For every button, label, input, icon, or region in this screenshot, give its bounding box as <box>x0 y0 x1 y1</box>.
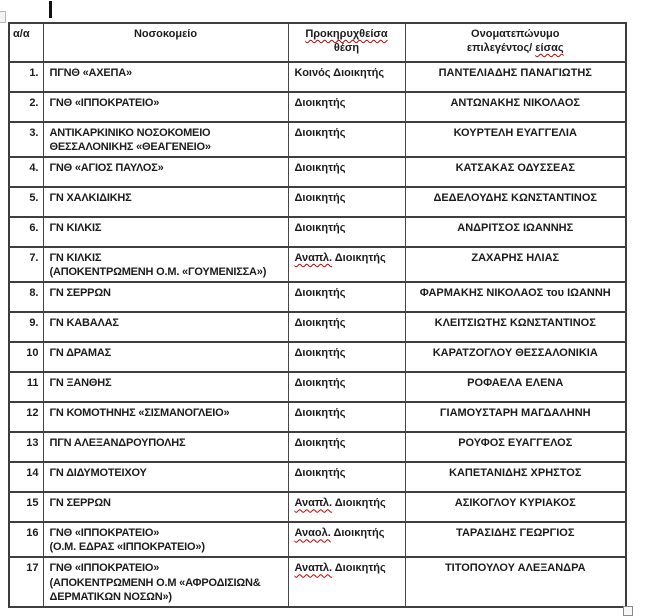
hospital-line: (ΑΠΟΚΕΝΤΡΩΜΕΝΗ Ο.Μ «ΑΦΡΟΔΙΣΙΩΝ& <box>49 576 261 589</box>
position-label: Διοικητής <box>294 407 346 420</box>
row-number-cell[interactable] <box>9 62 43 92</box>
hospital-cell[interactable] <box>43 122 288 157</box>
position-misspelled-word: Αναπλ. <box>294 497 333 510</box>
row-number-cell[interactable] <box>9 312 43 342</box>
table-row <box>9 402 626 432</box>
appointments-table <box>8 22 627 608</box>
position-cell[interactable] <box>288 157 405 187</box>
row-number: 17 <box>26 562 39 575</box>
row-number: 14 <box>26 467 39 480</box>
table-row <box>9 312 626 342</box>
position-cell[interactable] <box>288 187 405 217</box>
name-cell[interactable]: ΤΙΤΟΠΟΥΛΟΥ ΑΛΕΞΑΝΔΡΑ <box>405 557 626 606</box>
hospital-line: ΓΝ ΚΙΛΚΙΣ <box>49 222 102 235</box>
row-number: 11 <box>26 377 39 390</box>
position-label: Διοικητής <box>294 287 346 300</box>
row-number: 10 <box>26 347 39 360</box>
position-cell[interactable] <box>288 432 405 462</box>
appointments-table-wrap <box>8 22 625 608</box>
table-row <box>9 492 626 522</box>
row-number: 1. <box>29 67 39 79</box>
name-cell[interactable]: ΚΑΡΑΤΖΟΓΛΟΥ ΘΕΣΣΑΛΟΝΙΚΙΑ <box>405 342 626 372</box>
header-cell-position[interactable] <box>288 23 405 62</box>
row-number-cell[interactable] <box>9 492 43 522</box>
row-number: 9. <box>29 317 39 330</box>
position-misspelled-word: Αναολ. <box>294 527 331 540</box>
position-misspelled-word: Αναπλ. <box>294 562 333 575</box>
table-row <box>9 342 626 372</box>
row-number: 6. <box>29 222 39 235</box>
text-cursor-icon <box>49 1 52 18</box>
position-label: Κοινός Διοικητής <box>294 67 385 79</box>
name-cell[interactable]: ΡΟΥΦΟΣ ΕΥΑΓΓΕΛΟΣ <box>405 432 626 462</box>
row-number: 15 <box>26 497 39 510</box>
hospital-line: ΓΝΘ «ΑΓΙΟΣ ΠΑΥΛΟΣ» <box>49 162 164 175</box>
hospital-cell[interactable] <box>43 217 288 247</box>
row-number-cell[interactable] <box>9 122 43 157</box>
table-row <box>9 432 626 462</box>
table-body <box>9 62 626 607</box>
header-cell-name[interactable] <box>405 23 626 62</box>
name-cell[interactable]: ΡΟΦΑΕΛΑ ΕΛΕΝΑ <box>405 372 626 402</box>
position-cell[interactable] <box>288 312 405 342</box>
table-row <box>9 92 626 122</box>
header-name-line2 <box>410 41 622 55</box>
row-number-cell[interactable] <box>9 282 43 312</box>
hospital-line: ΓΝΘ «ΙΠΠΟΚΡΑΤΕΙΟ» <box>49 527 160 540</box>
hospital-line: ΓΝ ΚΑΒΑΛΑΣ <box>49 317 119 330</box>
table-row <box>9 247 626 282</box>
row-number: 4. <box>29 162 39 175</box>
hospital-line: ΠΓΝ ΑΛΕΞΑΝΔΡΟΥΠΟΛΗΣ <box>49 437 186 450</box>
hospital-cell[interactable] <box>43 557 288 606</box>
name-cell[interactable]: ΓΙΑΜΟΥΣΤΑΡΗ ΜΑΓΔΑΛΗΝΗ <box>405 402 626 432</box>
name-cell[interactable]: ΦΑΡΜΑΚΗΣ ΝΙΚΟΛΑΟΣ του ΙΩΑΝΝΗ <box>405 282 626 312</box>
position-label: Διοικητής <box>294 97 346 109</box>
table-row <box>9 157 626 187</box>
hospital-line: ΓΝ ΞΑΝΘΗΣ <box>49 377 112 390</box>
position-cell[interactable] <box>288 557 405 606</box>
hospital-cell[interactable] <box>43 187 288 217</box>
name-cell[interactable]: ΚΛΕΙΤΣΙΩΤΗΣ ΚΩΝΣΤΑΝΤΙΝΟΣ <box>405 312 626 342</box>
position-label: Διοικητής <box>294 127 346 139</box>
table-row <box>9 557 626 606</box>
name-cell[interactable]: ΚΑΤΣΑΚΑΣ ΟΔΥΣΣΕΑΣ <box>405 157 626 187</box>
header-position-line2: θέση <box>333 42 360 55</box>
hospital-line: ΑΝΤΙΚΑΡΚΙΝΙΚΟ ΝΟΣΟΚΟΜΕΙΟ <box>49 127 211 139</box>
name-cell[interactable]: ΑΝΤΩΝΑΚΗΣ ΝΙΚΟΛΑΟΣ <box>405 92 626 122</box>
hospital-cell[interactable] <box>43 492 288 522</box>
header-name-line2b: είσας <box>535 42 564 55</box>
position-cell[interactable] <box>288 62 405 92</box>
hospital-cell[interactable] <box>43 402 288 432</box>
hospital-line: ΓΝΘ «ΙΠΠΟΚΡΑΤΕΙΟ» <box>49 97 160 109</box>
hospital-line: ΔΕΡΜΑΤΙΚΩΝ ΝΟΣΩΝ») <box>49 590 172 603</box>
table-row <box>9 462 626 492</box>
row-number-cell[interactable] <box>9 402 43 432</box>
hospital-line: ΓΝ ΣΕΡΡΩΝ <box>49 287 111 300</box>
position-label: Διοικητής <box>294 317 346 330</box>
hospital-cell[interactable] <box>43 92 288 122</box>
row-number-cell[interactable] <box>9 92 43 122</box>
header-num-label: α/α <box>13 28 30 40</box>
row-number: 2. <box>29 97 39 109</box>
row-number: 8. <box>29 287 39 300</box>
position-label: Διοικητής <box>294 377 346 390</box>
position-label: Διοικητής <box>334 497 386 510</box>
position-label: Διοικητής <box>334 252 386 265</box>
page-edge-artifact <box>0 11 6 23</box>
name-cell[interactable]: ΑΣΙΚΟΓΛΟΥ ΚΥΡΙΑΚΟΣ <box>405 492 626 522</box>
hospital-cell[interactable] <box>43 282 288 312</box>
position-label: Διοικητής <box>333 527 385 540</box>
row-number: 7. <box>29 252 39 265</box>
row-number: 12 <box>26 407 39 420</box>
row-number: 16 <box>26 527 39 540</box>
hospital-line: ΘΕΣΣΑΛΟΝΙΚΗΣ «ΘΕΑΓΕΝΕΙΟ» <box>49 141 211 154</box>
header-cell-hospital[interactable] <box>43 23 288 62</box>
hospital-cell[interactable] <box>43 522 288 557</box>
position-misspelled-word: Αναπλ. <box>294 252 333 265</box>
name-cell[interactable]: ΤΑΡΑΣΙΔΗΣ ΓΕΩΡΓΙΟΣ <box>405 522 626 557</box>
position-cell[interactable] <box>288 247 405 282</box>
hospital-cell[interactable] <box>43 157 288 187</box>
row-number-cell[interactable] <box>9 522 43 557</box>
position-cell[interactable] <box>288 462 405 492</box>
hospital-cell[interactable] <box>43 312 288 342</box>
hospital-cell[interactable] <box>43 372 288 402</box>
position-cell[interactable] <box>288 122 405 157</box>
position-cell[interactable] <box>288 92 405 122</box>
hospital-line: ΓΝ ΔΡΑΜΑΣ <box>49 347 111 360</box>
row-number: 3. <box>29 127 39 139</box>
name-cell[interactable]: ΠΑΝΤΕΛΙΑΔΗΣ ΠΑΝΑΓΙΩΤΗΣ <box>405 62 626 92</box>
row-number-cell[interactable] <box>9 157 43 187</box>
position-cell[interactable] <box>288 282 405 312</box>
row-number-cell[interactable] <box>9 462 43 492</box>
hospital-cell[interactable] <box>43 62 288 92</box>
header-position-line1: Προκηρυχθείσα <box>305 28 388 40</box>
hospital-cell[interactable] <box>43 247 288 282</box>
hospital-line: ΓΝ ΧΑΛΚΙΔΙΚΗΣ <box>49 192 132 205</box>
hospital-cell[interactable] <box>43 432 288 462</box>
name-cell[interactable]: ΚΟΥΡΤΕΛΗ ΕΥΑΓΓΕΛΙΑ <box>405 122 626 157</box>
table-header <box>9 23 626 62</box>
table-row <box>9 372 626 402</box>
position-label: Διοικητής <box>294 437 346 450</box>
table-row <box>9 62 626 92</box>
table-row <box>9 522 626 557</box>
header-name-line1: Ονοματεπώνυμο <box>471 28 560 40</box>
position-label: Διοικητής <box>294 192 346 205</box>
table-row <box>9 282 626 312</box>
hospital-cell[interactable] <box>43 462 288 492</box>
hospital-line: (ΑΠΟΚΕΝΤΡΩΜΕΝΗ Ο.Μ. «ΓΟΥΜΕΝΙΣΣΑ») <box>49 266 267 279</box>
hospital-line: (Ο.Μ. ΕΔΡΑΣ «ΙΠΠΟΚΡΑΤΕΙΟ») <box>49 541 205 554</box>
position-cell[interactable] <box>288 402 405 432</box>
hospital-line: ΓΝ ΚΙΛΚΙΣ <box>49 252 102 265</box>
hospital-line: ΠΓΝΘ «ΑΧΕΠΑ» <box>49 67 132 79</box>
hospital-line: ΓΝΘ «ΙΠΠΟΚΡΑΤΕΙΟ» <box>49 562 160 575</box>
row-number-cell[interactable] <box>9 187 43 217</box>
row-number-cell[interactable] <box>9 217 43 247</box>
position-label: Διοικητής <box>294 467 346 480</box>
position-cell[interactable] <box>288 492 405 522</box>
hospital-cell[interactable] <box>43 342 288 372</box>
name-cell[interactable]: ΚΑΠΕΤΑΝΙΔΗΣ ΧΡΗΣΤΟΣ <box>405 462 626 492</box>
table-row <box>9 217 626 247</box>
position-label: Διοικητής <box>294 162 346 175</box>
position-cell[interactable] <box>288 217 405 247</box>
position-label: Διοικητής <box>294 347 346 360</box>
header-cell-num[interactable] <box>9 23 43 62</box>
row-number-cell[interactable] <box>9 342 43 372</box>
name-cell[interactable]: ΔΕΔΕΛΟΥΔΗΣ ΚΩΝΣΤΑΝΤΙΝΟΣ <box>405 187 626 217</box>
row-number-cell[interactable] <box>9 247 43 282</box>
position-cell[interactable] <box>288 342 405 372</box>
header-hospital-label: Νοσοκομείο <box>133 28 198 40</box>
name-cell[interactable]: ΖΑΧΑΡΗΣ ΗΛΙΑΣ <box>405 247 626 282</box>
position-label: Διοικητής <box>334 562 386 575</box>
position-cell[interactable] <box>288 372 405 402</box>
row-number-cell[interactable] <box>9 432 43 462</box>
position-label: Διοικητής <box>294 222 346 235</box>
header-name-line2a: επιλεγέντος/ <box>466 42 533 55</box>
row-number-cell[interactable] <box>9 557 43 606</box>
row-number: 5. <box>29 192 39 205</box>
name-cell[interactable]: ΑΝΔΡΙΤΣΟΣ ΙΩΑΝΝΗΣ <box>405 217 626 247</box>
hospital-line: ΓΝ ΣΕΡΡΩΝ <box>49 497 111 510</box>
row-number-cell[interactable] <box>9 372 43 402</box>
table-row <box>9 187 626 217</box>
row-number: 13 <box>26 437 39 450</box>
table-resize-handle[interactable] <box>623 606 633 616</box>
header-row <box>9 23 626 62</box>
hospital-line: ΓΝ ΚΟΜΟΤΗΝΗΣ «ΣΙΣΜΑΝΟΓΛΕΙΟ» <box>49 407 230 420</box>
position-cell[interactable] <box>288 522 405 557</box>
hospital-line: ΓΝ ΔΙΔΥΜΟΤΕΙΧΟΥ <box>49 467 147 480</box>
table-row <box>9 122 626 157</box>
